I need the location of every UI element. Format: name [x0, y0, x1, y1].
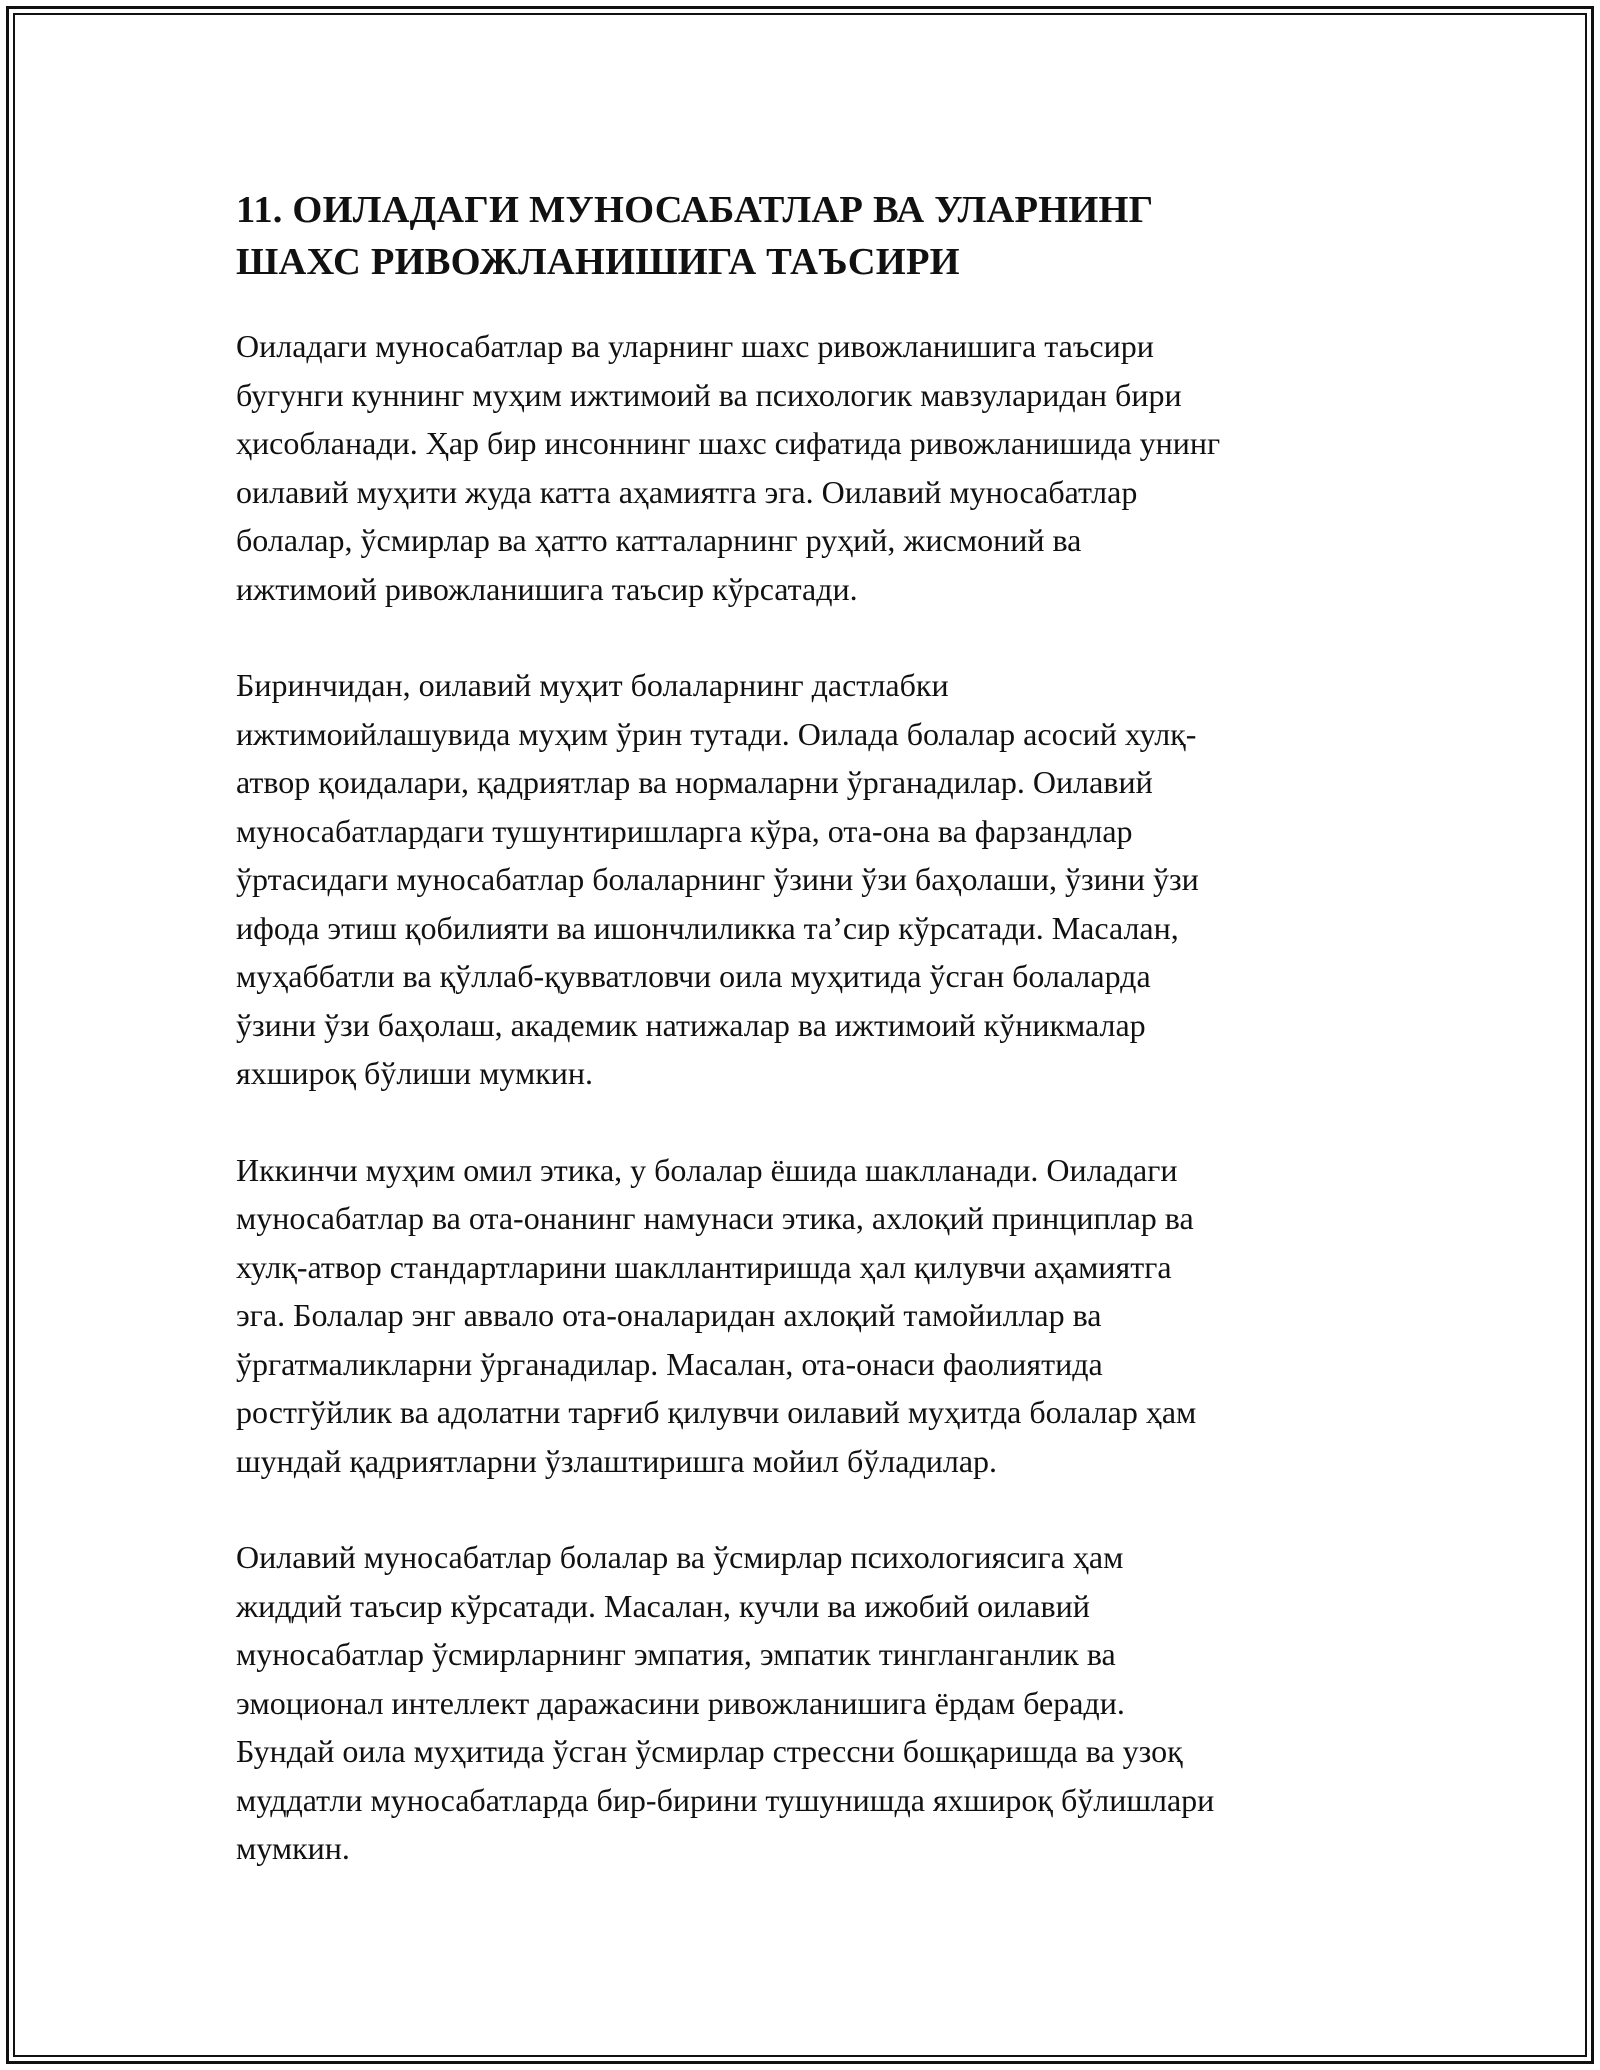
text-line: муҳаббатли ва қўллаб-қувватловчи оила муҳитида ўсган болаларда: [236, 958, 1151, 994]
text-line: Бундай оила муҳитида ўсган ўсмирлар стрессни бошқаришда ва узоқ: [236, 1733, 1183, 1769]
text-line: бугунги куннинг муҳим ижтимоий ва психологик мавзуларидан бири: [236, 376, 1182, 413]
title-line: ШАХС РИВОЖЛАНИШИГА ТАЪСИРИ: [236, 241, 960, 283]
text-line: Оилавий муносабатлар болалар ва ўсмирлар психологиясига ҳам: [236, 1539, 1124, 1575]
text-line: оилавий муҳити жуда катта аҳамиятга эга. Оилавий муносабатлар: [236, 473, 1138, 510]
document-body: [236, 184, 1386, 1921]
paragraph-second: [236, 1146, 1386, 1486]
document-title: [236, 184, 1386, 288]
text-line: ҳисобланади. Ҳар бир инсоннинг шахс сифатида ривожланишида унинг: [236, 425, 1221, 461]
text-line: ростгўйлик ва адолатни тарғиб қилувчи оилавий муҳитда болалар ҳам: [236, 1394, 1197, 1430]
paragraph-third: [236, 1533, 1386, 1873]
text-line: муносабатлардаги тушунтиришларга кўра, ота-она ва фарзандлар: [236, 812, 1133, 849]
text-line: эга. Болалар энг аввало ота-оналаридан ахлоқий тамойиллар ва: [236, 1297, 1102, 1333]
text-line: ўргатмаликларни ўрганадилар. Масалан, ота-онаси фаолиятида: [236, 1345, 1103, 1382]
title-line: 11. ОИЛАДАГИ МУНОСАБАТЛАР ВА УЛАРНИНГ: [236, 189, 1154, 231]
text-line: муддатли муносабатларда бир-бирини тушунишда яхшироқ бўлишлари: [236, 1781, 1215, 1818]
paragraph-intro: [236, 322, 1386, 613]
text-line: ўзини ўзи баҳолаш, академик натижалар ва ижтимоий кўникмалар: [236, 1006, 1146, 1043]
text-line: ифода этиш қобилияти ва ишончлиликка таʼсир кўрсатади. Масалан,: [236, 909, 1179, 946]
text-line: муносабатлар ва ота-онанинг намунаси этика, ахлоқий принциплар ва: [236, 1200, 1194, 1236]
text-line: атвор қоидалари, қадриятлар ва нормаларни ўрганадилар. Оилавий: [236, 764, 1153, 800]
text-line: ўртасидаги муносабатлар болаларнинг ўзини ўзи баҳолаши, ўзини ўзи: [236, 861, 1199, 897]
text-line: мумкин.: [236, 1830, 350, 1866]
text-line: муносабатлар ўсмирларнинг эмпатия, эмпатик тингланганлик ва: [236, 1636, 1116, 1672]
text-line: эмоционал интеллект даражасини ривожланишига ёрдам беради.: [236, 1684, 1125, 1721]
text-line: шундай қадриятларни ўзлаштиришга мойил бўладилар.: [236, 1442, 998, 1479]
text-line: Биринчидан, оилавий муҳит болаларнинг дастлабки: [236, 667, 949, 703]
text-line: ижтимоийлашувида муҳим ўрин тутади. Оилада болалар асосий хулқ-: [236, 715, 1197, 752]
text-line: Иккинчи муҳим омил этика, у болалар ёшида шаклланади. Оиладаги: [236, 1151, 1178, 1188]
text-line: хулқ-атвор стандартларини шакллантиришда ҳал қилувчи аҳамиятга: [236, 1248, 1172, 1285]
paragraph-first: [236, 661, 1386, 1098]
text-line: ижтимоий ривожланишига таъсир кўрсатади.: [236, 570, 858, 607]
text-line: яхшироқ бўлиши мумкин.: [236, 1055, 594, 1091]
text-line: болалар, ўсмирлар ва ҳатто катталарнинг руҳий, жисмоний ва: [236, 522, 1082, 558]
text-line: Оиладаги муносабатлар ва уларнинг шахс ривожланишига таъсири: [236, 328, 1154, 364]
text-line: жиддий таъсир кўрсатади. Масалан, кучли ва ижобий оилавий: [236, 1587, 1090, 1624]
